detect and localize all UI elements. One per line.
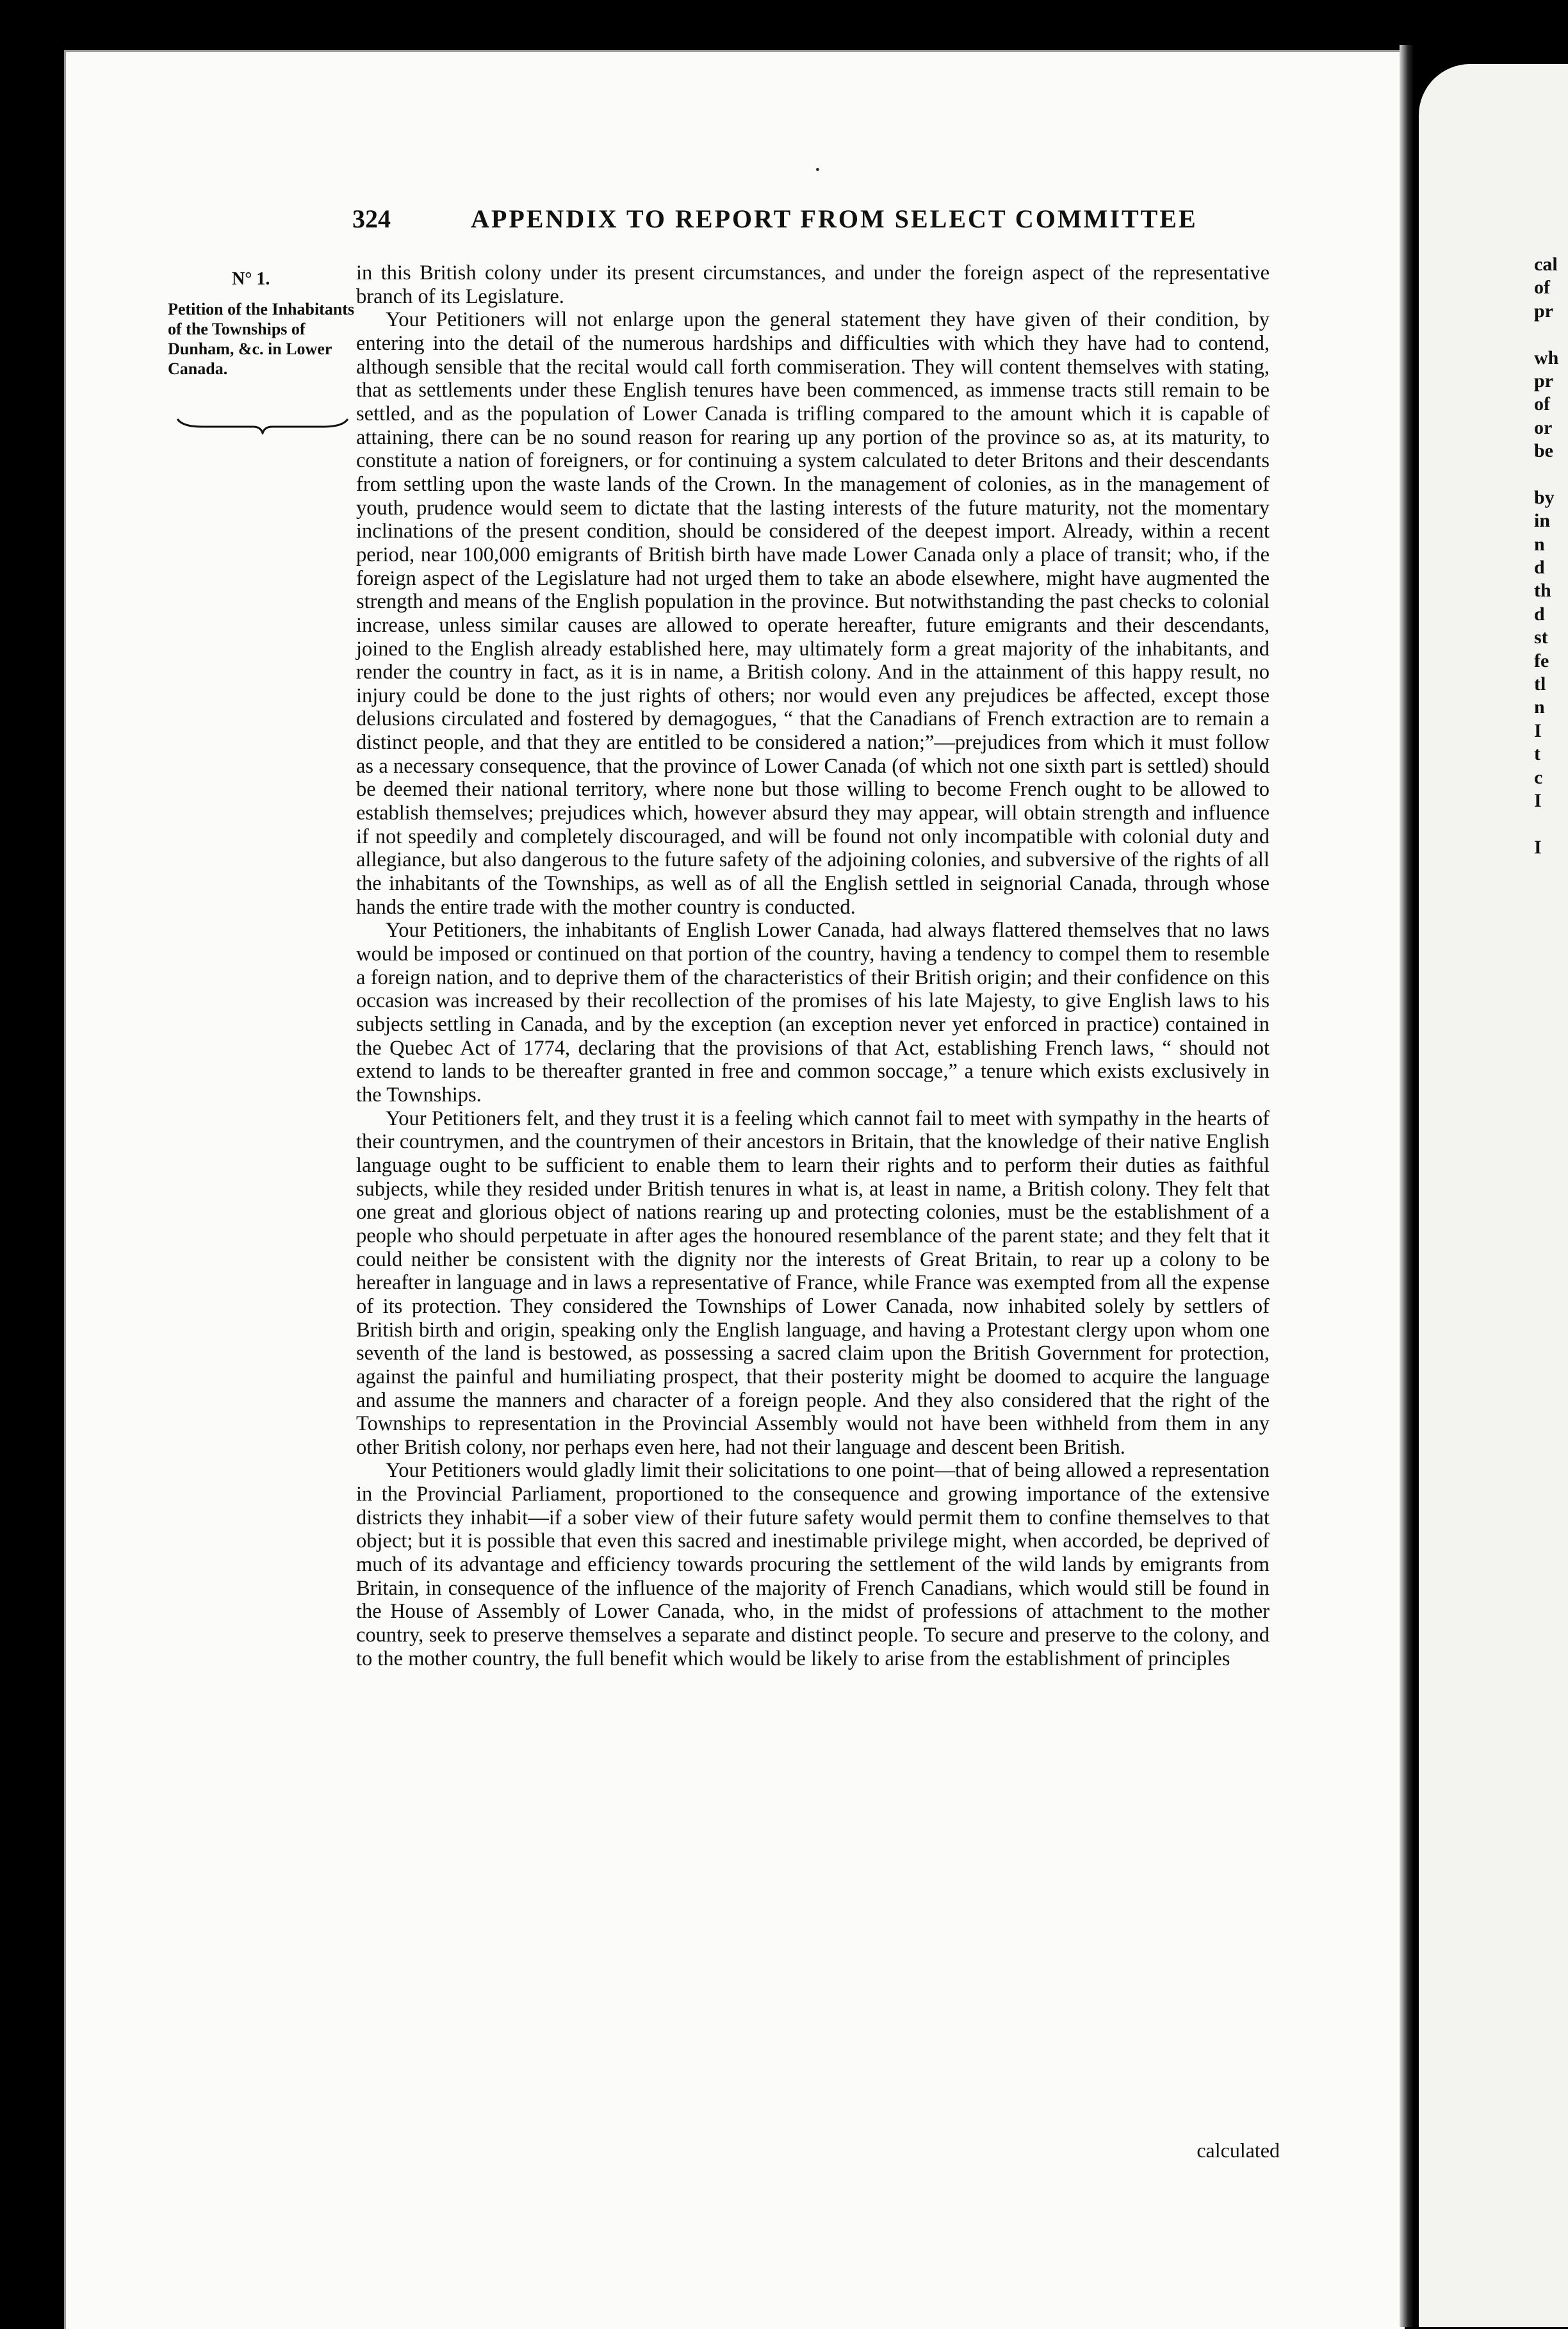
adjacent-page-fragment: tl [1534,673,1546,695]
adjacent-page-fragment: st [1534,627,1548,648]
ink-speck [816,168,819,171]
adjacent-page-text [1534,253,1568,883]
body-text [356,261,1270,2119]
adjacent-page-fragment: in [1534,510,1551,532]
adjacent-page-fragment: or [1534,416,1553,438]
adjacent-page-fragment: n [1534,533,1545,555]
adjacent-page-fragment: I [1534,789,1542,811]
adjacent-page-fragment: fe [1534,650,1549,671]
paragraph: Your Petitioners would gladly limit their solicitations to one point—that of being allowed a representation in the Provincial Parliament, proportioned to the consequence and growing importance of the extensive districts they inhabit—if a sober view of their future safety would permit them to confine themselves to that object; but it is possible that even this sacred and inestimable privilege might, when accorded, be deprived of much of its advantage and efficiency towards procuring the settlement of the wild lands by emigrants from Britain, in consequence of the influence of the majority of French Canadians, which would still be found in the House of Assembly of Lower Canada, who, in the midst of professions of attachment to the mother country, seek to preserve themselves a separate and distinct people. To secure and preserve to the colony, and to the mother country, the full benefit which would be likely to arise from the establishment of principles [356,1459,1270,1670]
adjacent-page-fragment [1534,463,1568,486]
adjacent-page-fragment: be [1534,440,1553,462]
margin-note-text: Petition of the Inhabitants of the Townships of Dunham, &c. in Lower Canada. [168,300,355,378]
adjacent-page-fragment: I [1534,836,1542,858]
page-number: 324 [352,204,391,233]
adjacent-page-fragment: n [1534,696,1545,718]
adjacent-page-fragment: th [1534,580,1551,602]
adjacent-page-fragment: pr [1534,300,1553,322]
adjacent-page-fragment: wh [1534,347,1559,368]
adjacent-page-fragment [1534,323,1568,346]
margin-note [168,269,360,379]
adjacent-page-fragment: d [1534,603,1545,625]
adjacent-page-fragment: by [1534,486,1555,508]
adjacent-page-fragment: of [1534,277,1550,299]
adjacent-page-fragment: t [1534,743,1540,765]
adjacent-page-fragment: I [1534,720,1542,741]
paragraph: Your Petitioners felt, and they trust it is a feeling which cannot fail to meet with sympathy in the hearts of their countrymen, and the countrymen of their ancestors in Britain, that the knowledge of their native English language ought to be sufficient to enable them to learn their rights and to perform their duties as faithful subjects, while they resided under British tenures in what is, at least in name, a British colony. They felt that one great and glorious object of nations rearing up and protecting colonies, must be the establishment of a people who should perpetuate in after ages the honoured resemblance of the parent state; and they felt that it could neither be consistent with the dignity nor the interests of Great Britain, to rear up a colony to be hereafter in language and in laws a representative of France, while France was exempted from all the expense of its protection. They considered the Townships of Lower Canada, now inhabited solely by settlers of British birth and origin, speaking only the English language, and having a Protestant clergy upon whom one seventh of the land is bestowed, as possessing a sacred claim upon the British Government for protection, against the painful and humiliating prospect, that their posterity might be doomed to acquire the language and assume the manners and character of a foreign people. And they also considered that the right of the Townships to representation in the Provincial Assembly would not have been withheld from them in any other British colony, nor perhaps even here, had not their language and descent been British. [356,1107,1270,1459]
paragraph: Your Petitioners will not enlarge upon the general statement they have given of their condition, by entering into the detail of the numerous hardships and difficulties with which they have had to contend, although sensible that the recital would call forth commiseration. They will content themselves with stating, that as settlements under these English tenures have been commenced, as immense tracts still remain to be settled, and as the population of Lower Canada is trifling compared to the amount which it is capable of attaining, there can be no sound reason for rearing up any portion of the province so as, at its maturity, to constitute a nation of foreigners, or for continuing a system calculated to deter Britons and their descendants from settling upon the waste lands of the Crown. In the management of colonies, as in the management of youth, prudence would seem to dictate that the lasting interests of the future maturity, not the momentary inclinations of the present condition, should be considered of the deepest import. Already, within a recent period, near 100,000 emigrants of British birth have made Lower Canada only a place of transit; who, if the foreign aspect of the Legislature had not urged them to take an abode elsewhere, might have augmented the strength and means of the English population in the province. But notwithstanding the past checks to colonial increase, unless similar causes are allowed to operate hereafter, future emigrants and their descendants, joined to the English already established here, may ultimately form a great majority of the inhabitants, and render the country in fact, as it is in name, a British colony. And in the attainment of this happy result, no injury could be done to the just rights of others; nor would even any prejudices be affected, except those delusions circulated and fostered by demagogues, “ that the Canadians of French extraction are to remain a distinct people, and that they are entitled to be considered a nation;”—prejudices from which it must follow as a necessary consequence, that the province of Lower Canada (of which not one sixth part is settled) should be deemed their national territory, where none but those willing to become French ought to be allowed to establish themselves; prejudices which, however absurd they may appear, will obtain strength and influence if not speedily and completely discouraged, and will be found not only incompatible with colonial duty and allegiance, but also dangerous to the future safety of the adjoining colonies, and subversive of the rights of all the inhabitants of the Townships, as well as of all the English settled in seignorial Canada, through whose hands the entire trade with the mother country is conducted. [356,308,1270,919]
adjacent-page-fragment: c [1534,766,1543,788]
paragraph: Your Petitioners, the inhabitants of English Lower Canada, had always flattered themselves that no laws would be imposed or continued on that portion of the country, having a tendency to compel them to resemble a foreign nation, and to deprive them of the characteristics of their British origin; and their confidence on this occasion was increased by their recollection of the promises of his late Majesty, to give English laws to his subjects settling in Canada, and by the exception (an exception never yet enforced in practice) contained in the Quebec Act of 1774, declaring that the provisions of that Act, establishing French laws, “ should not extend to lands to be thereafter granted in free and common soccage,” a tenure which exists exclusively in the Townships. [356,919,1270,1107]
running-head: APPENDIX TO REPORT FROM SELECT COMMITTEE [471,204,1198,233]
adjacent-page-fragment [1534,812,1568,835]
margin-note-number: N° 1. [232,269,270,289]
adjacent-page-fragment: of [1534,393,1550,415]
page-header [352,204,1268,242]
binding-shadow [1400,45,1414,2327]
adjacent-page-fragment: d [1534,557,1545,579]
paragraph: in this British colony under its present circumstances, and under the foreign aspect of the representative branch of its Legislature. [356,261,1270,308]
adjacent-page-fragment: pr [1534,370,1553,391]
adjacent-page-fragment [1534,859,1568,882]
catchword: calculated [1196,2139,1280,2162]
margin-brace [176,415,349,434]
adjacent-page-fragment: cal [1534,254,1558,275]
